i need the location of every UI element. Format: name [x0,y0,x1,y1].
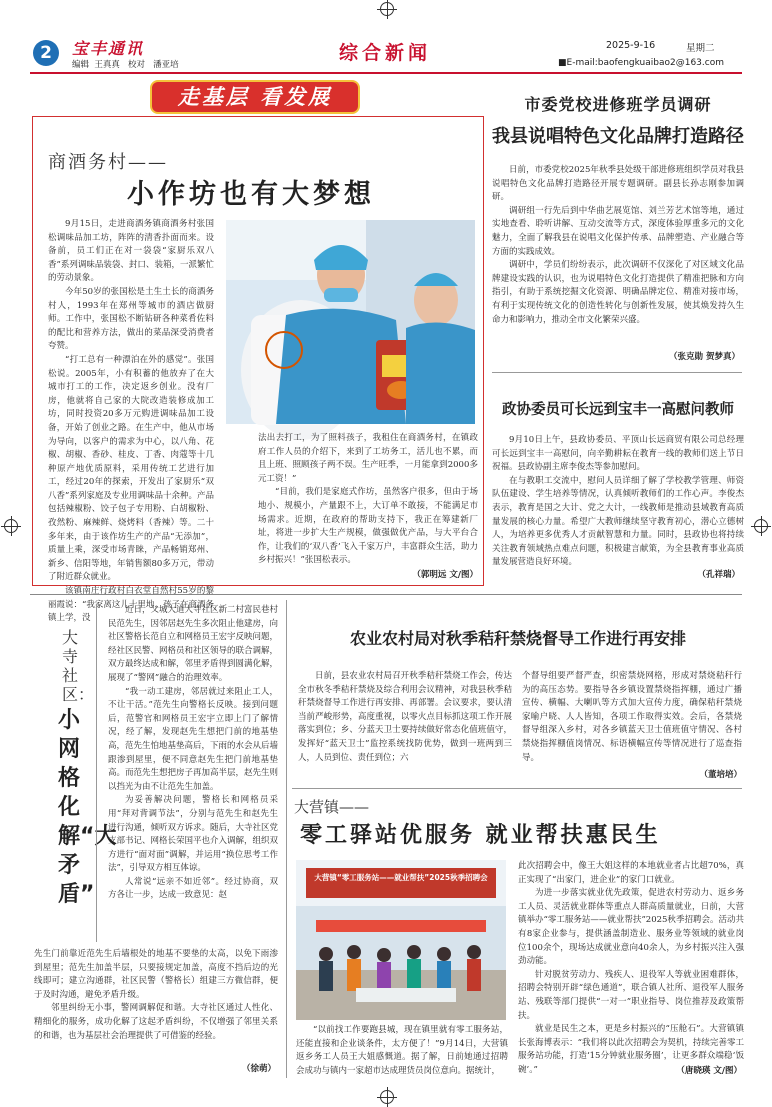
registration-mark-right [754,519,768,533]
paragraph: 今年50岁的张国松是土生土长的商酒务村人，1993年在郑州等城市的酒店做厨师。工作中，张国松不断钻研各种菜肴佐料的配比和营养方法，做出的菜品深受消费者夸赞。 [48,286,214,352]
headline-dayin: 零工驿站优服务 就业帮扶惠民生 [300,823,661,848]
headline-party-school-line2: 我县说唱特色文化品牌打造路径 [492,126,744,147]
newspaper-brand: 宝丰通讯 [72,39,145,58]
paragraph: 法出去打工，为了照料孩子，我租住在商酒务村，在镇政府工作人员的介绍下，来到了工坊务工，活儿也不累，而且上班、照顾孩子两不误。生产旺季，一月能拿到2000多元工资！” [258,433,478,484]
paragraph: 调研中，学员们纷纷表示，此次调研不仅深化了对区域文化品牌建设实践的认识，也为说唱特色文化打造提供了精准把脉和方向指引，有助于系统挖掘文化资源、明确品牌定位、精准对接市场，有利于实现传统文化的创造性转化与创新性发展，使其焕发持久生命力和影响力，推动全市文化繁荣兴盛。 [492,260,744,325]
issue-weekday: 星期二 [686,43,715,54]
paragraph: 人常说“远亲不如近邻”。经过协商，双方各让一步，达成一致意见：赵 [108,876,278,901]
registration-mark-left [4,519,18,533]
headline-party-school: 市委党校进修班学员调研 [524,95,712,114]
article-body-col2 [258,432,478,568]
paragraph: 9月10日上午，县政协委员、平顶山长远商贸有限公司总经理可长远到宝丰一高慰问，向辛勤耕耘在教育一线的教师们送上节日祝福。县政协副主席李俊杰等参加慰问。 [492,435,744,473]
article-cppcc-body [492,434,744,566]
paragraph: “目前，我们是家庭式作坊，虽然客户很多，但由于场地小、规模小，产量跟不上，大订单不敢接，不能满足市场需求。近期，在政府的帮助支持下，我正在筹建新厂址，将进一步扩大生产规模，做强做优产品，与大平台合作，让我们的‘双八香’飞入千家万户，丰富群众生活，助力乡村振兴！”张国松表示。 [258,487,478,566]
photo-job-fair [296,860,506,1020]
section-title: 综合新闻 [338,42,431,64]
paragraph: 日前，市委党校2025年秋季县处级干部进修班组织学员对我县说唱特色文化品牌打造路径开展专题调研。副县长孙志刚参加调研。 [492,165,744,203]
paragraph: “打工总有一种漂泊在外的感觉”。张国松说。2005年，小有积蓄的他放弃了在大城市打工的工作，决定返乡创业。没有厂房，他就将自己家的大院改造装修成加工坊，同时投资20多万元购进调味品加工设备，开始了创业之路。在生产中，他从市场为导向，以客户的需求为中心，以八角、花椒、胡椒、香砂、桂皮、丁香、肉蔻等十几种原产地优质原料，采用传统工艺进行加工，经过20年的探索，开发出了家厨乐“双八香”系列家庭及专业用调味品十余种。产品包括辣椒粉、饺子包子专用粉、白胡椒粉、孜然粉、麻辣鲜、烧烤料（香辣）等。二十多年来，由于该作坊生产的产品“无添加”，质量上乘，深受市场青睐，产品畅销郑州、新乡、信阳等地，年销售额80多万元，带动了附近群众就业。 [48,354,214,583]
paragraph: 个督导组要严督严查，织密禁烧网格，形成对禁烧秸秆行为的高压态势。要指导各乡镇设置禁烧指挥棚，通过广播宣传、横幅、大喇叭等方式加大宣传力度，确保秸秆禁烧家喻户晓、人人皆知，各项工作取得实效。会后，各禁烧督导组深入乡村，对各乡镇蓝天卫士值班值守情况、各村禁烧指挥棚值岗情况、标语横幅宣传等情况进行了巡查指导。 [522,671,742,763]
headline-straw-burning: 农业农村局对秋季秸秆禁烧督导工作进行再安排 [349,629,686,648]
paragraph: 近日，父城大道大寺社区新二村富民巷村民范先生，因邻居赵先生多次阻止他建房，向社区警格长范自立和网格员王宏宇反映问题，经社区民警、网格员和社区领导的联合调解，双方最终达成和解，邻里矛盾得到圆满化解，展现了“警网”融合的治理效率。 [108,605,279,683]
byline: （郭明远 文/图） [412,570,478,580]
byline: （徐萌） [241,1064,276,1074]
registration-mark-bottom [380,1090,394,1104]
headline-cppcc: 政协委员可长远到宝丰一高慰问教师 [502,402,734,418]
feature-banner [150,80,360,114]
paragraph: 针对脱贫劳动力、残疾人、退役军人等就业困难群体，招聘会特别开辟“绿色通道”，联合镇人社所、退役军人服务站、残联等部门提供“一对一”职业指导、岗位推荐及政策帮扶。 [518,969,744,1021]
article-dayin-body-bottom [296,1024,508,1080]
byline: （张克勋 贺梦真） [669,352,740,362]
issue-date: 2025-9-16 [606,40,656,51]
paragraph: 日前，县农业农村局召开秋季秸秆禁烧工作会，传达全市秋冬季秸秆禁烧及综合利用会议精神，对我县秋季秸秆禁烧督导工作进行再安排、再部署。会议要求，要认清当前严峻形势，高度重视，以零火点目标抓这项工作开展落实到位；乡、分蓝天卫士要持续做好常态化值班值守，发挥好“蓝天卫士”监控系统找防优势，做到一班两到三人，人员到位、责任到位；六 [298,671,512,763]
photo-banner-text: 大营镇“零工服务站——就业帮扶”2025秋季招聘会 [314,873,488,882]
byline: （孔祥瑞） [697,570,740,580]
photo-workshop-image [226,220,475,424]
article-straw-col1 [298,670,512,780]
article-dasi-body-top [108,604,278,946]
article-kicker: 商酒务村—— [48,152,168,173]
article-headline: 小作坊也有大梦想 [127,179,375,210]
paragraph: 为妥善解决问题，警格长和网格员采用“拜对背调节法”，分别与范先生和赵先生进行沟通，倾听双方诉求。随后，大寺社区党支部书记、网格长荣国平也介入调解，组织双方进行“面对面”调解，并运用“换位思考工作法”，引导双方相互体谅。 [108,795,279,874]
photo-workshop [226,220,475,424]
paragraph: “我一动工建房，邻居就过来阻止工人，不让干活。”范先生向警格长反映。接到问题后，范警官和网格员王宏宇立即上门了解情况，经了解，发现赵先生想把门前的地基垫高，范先生怕地基垫高后，下雨的水会从后墙跟渗到屋里，便不同意赵先生把门前地基垫高。而范先生想把房子再加高半层，赵先生则以挡光为由不让范先生加盖。 [108,686,279,792]
column-divider [286,600,287,1078]
section-divider [30,594,742,595]
byline: （董培培） [699,770,742,780]
paragraph: 在与教职工交流中，慰问人员详细了解了学校教学管理、师资队伍建设、学生培养等情况，认真倾听教师们的工作心声。李俊杰表示，教育是国之大计、党之大计，一线教师是推动县域教育高质量发展的核心力量。希望广大教师继续坚守教育初心，潜心立德树人，为培养更多优秀人才贡献智慧和力量。同时，县政协也将持续关注教育领域热点难点问题，积极建言献策，为全县教育事业高质量发展营造良好环境。 [492,475,744,568]
paragraph: 就业是民生之本，更是乡村振兴的“压舱石”。大营镇镇长张海博表示：“我们将以此次招聘会为契机，持续完善零工服务站功能，打造‘15分钟就业服务圈’，让更多群众端稳‘饭碗’。” [518,1024,744,1075]
divider [292,788,742,789]
article-body-col1 [48,218,214,624]
paragraph: “以前找工作要跑县城，现在镇里就有零工服务站，还能直接和企业谈条件，太方便了！”9月14日，大营镇返乡务工人员王大姐感慨道。据了解，日前她通过招聘会成功与镇内一家超市达成理货员岗位意向。据统计， [296,1025,508,1076]
byline: （唐晓瑛 文/图） [676,1066,742,1076]
paragraph: 为进一步落实就业优先政策，促进农村劳动力、返乡务工人员、灵活就业群体等重点人群高质量就业，日前，大营镇举办“零工服务站——就业帮扶”2025秋季招聘会。活动共有8家企业参与，提供涵盖制造业、服务业等领域的就业岗位100余个，现场达成就业意向40余人，为乡村振兴注入强劲动能。 [518,888,744,967]
page-number-badge: 2 [33,40,59,66]
paragraph: 邻里纠纷无小事，警网调解促和谐。大寺社区通过人性化、精细化的服务，成功化解了这起矛盾纠纷，不仅增强了邻里关系的和谐，也为基层社会治理提供了可借鉴的经验。 [34,1003,278,1041]
paragraph: 此次招聘会中，像王大姐这样的本地就业者占比超70%，真正实现了“出家门，进企业”的家门口就业。 [518,861,744,885]
registration-mark-top [380,2,394,16]
feature-banner-text: 走基层 看发展 [177,84,333,109]
contact-email: ■E-mail:baofengkuaibao2@163.com [558,58,724,68]
paragraph: 调研组一行先后到中华曲艺展览馆、刘兰芳艺术馆等地，通过实地查看、聆听讲解、互动交流等方式，深度体验厚重多元的文化魅力，全面了解我县在说唱文化保护传承、品牌塑造、产业融合等方面的实践成效。 [492,205,744,257]
header-rule [30,72,742,74]
article-party-school-body [492,164,744,346]
editor-line: 编辑 王真真 校对 潘亚培 [72,60,179,70]
paragraph: 先生门前靠近范先生后墙根处的地基不要垫的太高，以免下雨渗到屋里；范先生加盖半层，只要接规定加盖，高度不挡后边的光线即可；建立沟通群，社区民警（警格长）组建三方微信群，便于及时沟通，避免矛盾升级。 [34,949,278,1000]
divider [492,372,742,373]
paragraph: 9月15日，走进商酒务镇商酒务村张国松调味品加工坊，阵阵的清香扑面而来。设备前，员工们正在对一袋袋“家厨乐双八香”系列调味品装袋、封口、装箱，一派繁忙的劳动景象。 [48,219,214,284]
vertical-headline: 小网格化解“大矛盾” [58,708,117,907]
article-kicker: 大营镇—— [294,798,370,816]
paragraph: 该镇南庄行政村白衣堂自然村55岁的黎丽霞说：“我家离这儿十里地，孩子在商酒务镇上学，没 [48,586,214,624]
divider [96,604,97,942]
article-straw-col2 [522,670,742,766]
article-dasi-body-bottom [34,948,278,1074]
vertical-kicker: 大寺社区： [62,628,95,704]
